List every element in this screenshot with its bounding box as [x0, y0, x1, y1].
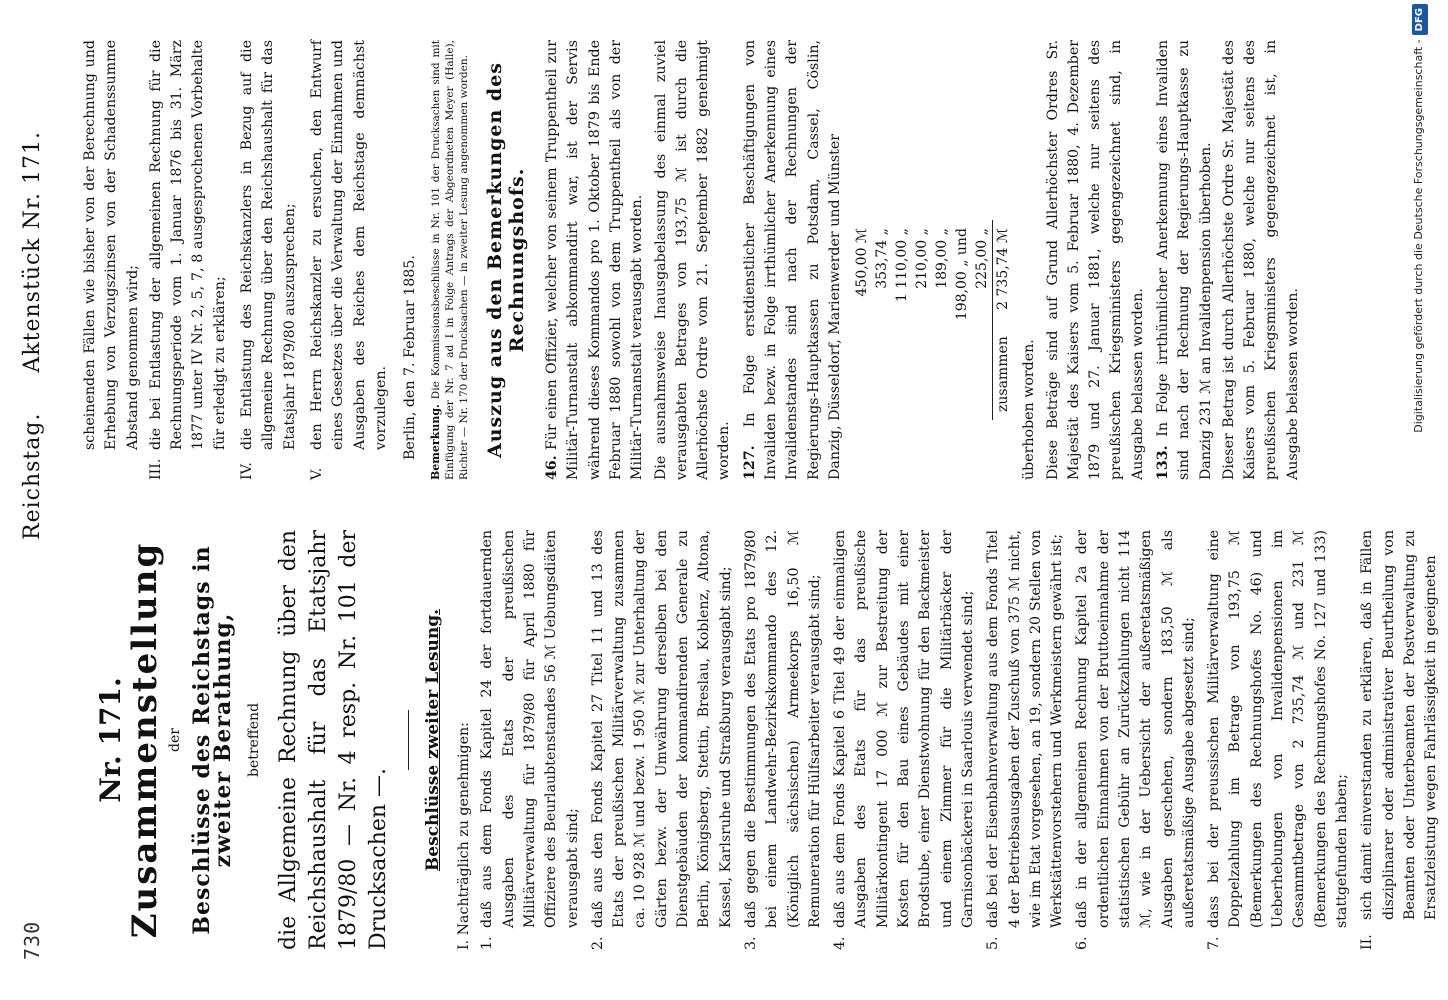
item-text: dass bei der preussischen Militärverwaltung eine Doppelzahlung im Betrage von 193,75 ℳ (Bemerkungen des Rechnungshofes No. 46) und Ueberhebungen von Invalidenpensionen im Gesammtbetrage von 2 735,74 ℳ und 231 ℳ (Bemerkungen des Rechnungshofes No. 127 und 133) stattgefunden haben; [1206, 530, 1350, 928]
amount-row [852, 220, 872, 420]
amount-row [892, 220, 912, 420]
bemerkung-label: Bemerkung. [429, 404, 443, 480]
resolution-item [477, 530, 583, 950]
resolution-item [1072, 530, 1200, 950]
resolution-item [983, 530, 1068, 950]
paragraph-number: 127. [741, 445, 758, 480]
item-text: sich damit einverstanden zu erklären, daß in Fällen disziplinarer oder administrativer Beurtheilung von Beamten oder Unterbeamten der Postverwaltung zu Ersatzleistung wegen Fahrlässigkeit in geeigneten [1359, 530, 1440, 920]
paragraph-number: 133. [1154, 445, 1171, 480]
amounts-table [852, 220, 1013, 420]
bemerkung-text: Die Kommissionsbeschlüsse in Nr. 101 der Drucksachen sind mit Einfügung der Nr. 7 ad I in Folge Antrags der Abgeordneten Meyer (Halle), Richter — Nr. 170 der Drucksachen — in zweiter Lesung angenommen worden. [430, 39, 471, 480]
paragraph-133-b: Dieser Betrag ist durch Allerhöchste Ordre Sr. Majestät des Kaisers vom 5. Februar 1880, welche nur seitens des preußischen Kriegsministers gegengezeichnet ist, in Ausgabe belassen worden. [1220, 40, 1301, 480]
paragraph-46 [542, 40, 648, 480]
dfg-logo: DFG [1412, 4, 1428, 35]
left-column [80, 530, 1448, 950]
running-header [20, 131, 45, 540]
divider [408, 710, 409, 770]
document-topic: die Allgemeine Rechnung über den Reichshaushalt für das Etatsjahr 1879/80 — Nr. 4 resp. Nr. 101 der Drucksachen —. [275, 530, 391, 950]
credit-line [1408, 4, 1430, 996]
item-number: III. [147, 458, 164, 480]
title-der: der [166, 728, 183, 752]
amount-value: 210,00 „ [914, 228, 931, 289]
amount-value: 189,00 „ [934, 228, 951, 289]
item-number: 1. [479, 936, 496, 950]
running-title: Reichstag. [20, 412, 45, 540]
item-text: daß aus dem Fonds Kapitel 6 Titel 49 der einmaligen Ausgaben des Etats für das preußische Militärkontingent 17 000 ℳ zur Bestreitung der Kosten für den Bau eines Gebäudes mit einer Brodstube, einer Dienstwohnung für den Backmeister und einem Zimmer für die Militärbäcker der Garnisonbäckerei in Saarlouis verwendet sind; [832, 530, 976, 928]
item-number: 3. [742, 936, 759, 950]
amount-row [952, 220, 972, 420]
title-betreffend: betreffend [246, 702, 263, 778]
paragraph-127 [740, 40, 846, 480]
item-text: die bei Entlastung der allgemeinen Rechnung für die Rechnungsperiode vom 1. Januar 1876 bis 31. März 1877 unter IV Nr. 2, 5, 7, 8 ausgesprochenen Vorbehalte für erledigt zu erklären; [147, 40, 228, 450]
auszug-heading: Auszug aus den Bemerkungen des Rechnungshofs. [484, 62, 528, 459]
resolution-intro: I. Nachträglich zu genehmigen: [456, 722, 473, 950]
item-text: die Entlastung des Reichskanzlers in Bezug auf die allgemeine Rechnung über den Reichshaushalt für das Etatsjahr 1879/80 auszusprechen; [239, 40, 298, 450]
resolution-item-III [146, 40, 231, 480]
resolution-item-IV [237, 40, 301, 480]
amount-row [872, 220, 892, 420]
item-number: IV. [239, 462, 256, 480]
continuation-text: scheinenden Fällen wie bisher von der Berechnung und Erhebung von Verzugszinsen von der Schadenssumme Abstand genommen wird; [82, 40, 141, 450]
item-number: V. [308, 467, 325, 480]
item-text: daß bei der Eisenbahnverwaltung aus dem Fonds Titel 4 der Betriebsausgaben der Zuschuß von 375 ℳ nicht, wie im Etat vorgesehen, an 19, sondern 20 Stellen von Werkstättenvorstehern und Werkmeistern gewährt ist; [985, 530, 1066, 928]
amount-value: 353,74 „ [874, 228, 891, 289]
total-value: 2 735,74 ℳ [993, 220, 1014, 328]
amount-value: 198,00 „ und [954, 228, 971, 321]
document-title: Zusammenstellung [125, 541, 166, 939]
page-number: 730 [20, 920, 44, 960]
page-header [20, 40, 60, 960]
resolution-item [588, 530, 737, 950]
paragraph-46-b: Die ausnahmsweise Inausgabelassung des einmal zuviel verausgabten Betrages von 193,75 ℳ ist durch die Allerhöchste Ordre vom 21. September 1882 genehmigt worden. [652, 40, 733, 480]
resolution-item [741, 530, 826, 950]
amount-row [972, 220, 993, 420]
resolution-item [830, 530, 979, 950]
item-number: 6. [1074, 936, 1091, 950]
item-text: daß aus den Fonds Kapitel 27 Titel 11 und 13 des Etats der preußischen Militärverwaltung zusammen ca. 10 928 ℳ und bezw. 1 950 ℳ zur Unterhaltung der Gärten bezw. der Umwährung derselben bei den Dienstgebäuden der kommandirenden Generale zu Berlin, Königsberg, Stettin, Breslau, Koblenz, Altona, Kassel, Karlsruhe und Straßburg verausgabt sind; [589, 530, 734, 928]
item-text: daß aus dem Fonds Kapitel 24 der fortdauernden Ausgaben des Etats der preußischen Militärverwaltung für 1879/80 für April 1880 für Offiziere des Beurlaubtenstandes 56 ℳ Uebungsdiäten verausgabt sind; [479, 530, 581, 928]
item-number: 4. [832, 936, 849, 950]
paragraph-number: 46. [544, 455, 561, 480]
paragraph-127-b: Diese Beträge sind auf Grund Allerhöchster Ordres Sr. Majestät des Kaisers vom 5. Februar 1880, 4. Dezember 1879 und 27. Januar 1881, welche nur seitens des preußischen Kriegsministers gegengezeichnet sind, in Ausgabe belassen worden. [1044, 40, 1146, 480]
item-text: daß in der allgemeinen Rechnung Kapitel 2a der ordentlichen Einnahmen von der Bruttoeinnahme der statistischen Gebühr an Zurückzahlungen nicht 114 ℳ, wie in der Uebersicht der außeretatsmäßigen Ausgaben geschehen, sondern 183,50 ℳ als außeretatsmäßige Ausgabe abgesetzt sind; [1074, 530, 1197, 928]
total-label: zusammen [993, 328, 1014, 420]
document-subtitle: Beschlüsse des Reichstags in zweiter Berathung, [188, 545, 237, 935]
item-number: 2. [589, 936, 606, 950]
paragraph-133 [1153, 40, 1217, 480]
paragraph-text: In Folge erstdienstlicher Beschäftigungen von Invaliden bezw. in Folge irrthümlicher Anerkennung eines Invalidenstandes sind nach der Rechnungen der Regierungs-Hauptkassen zu Potsdam, Cassel, Cöslin, Danzig, Düsseldorf, Marienwerder und Münster [741, 39, 843, 480]
amount-row [932, 220, 952, 420]
document-number: Nr. 171. [94, 677, 127, 803]
amount-value: 225,00 „ [974, 228, 991, 289]
item-number: II. [1359, 934, 1376, 950]
item-text: den Herrn Reichskanzler zu ersuchen, den Entwurf eines Gesetzes über die Verwaltung der Einnahmen und Ausgaben des Reiches dem Reichstage demnächst vorzulegen. [308, 40, 389, 450]
resolution-item-V [307, 40, 392, 480]
date-line: Berlin, den 7. Februar 1885. [402, 255, 419, 460]
bemerkung [429, 40, 471, 480]
paragraph-text: In Folge irrthümlicher Anerkennung eines Invaliden sind nach der Rechnung der Regierungs-Hauptkasse zu Danzig 231 ℳ an Invalidenpension überhoben. [1154, 40, 1214, 480]
total-row [993, 220, 1014, 420]
item-text: daß gegen die Bestimmungen des Etats pro 1879/80 bei einem Landwehr-Bezirkskommando des 12. (Königlich sächsischen) Armeekorps 16,50 ℳ Remuneration für Hülfsarbeiter verausgabt sind; [742, 530, 823, 928]
paragraph-text: Für einen Offizier, welcher von seinem Truppentheil zur Militär-Turnanstalt abkommandirt war, ist der Servis während dieses Kommandos pro 1. Oktober 1879 bis Ende Februar 1880 sowohl von dem Truppentheil als von der Militär-Turnanstalt verausgabt worden. [544, 39, 646, 480]
document-label: Aktenstück Nr. 171. [20, 131, 45, 373]
credit-text: Digitalisierung gefördert durch die Deutsche Forschungsgemeinschaft - [1412, 39, 1425, 433]
amount-value: 1 110,00 „ [894, 228, 911, 303]
right-column [80, 40, 1306, 480]
after-total: überhoben worden. [1021, 339, 1038, 480]
item-number: 5. [985, 936, 1002, 950]
section-heading: Beschlüsse zweiter Lesung. [422, 608, 443, 872]
item-number: 7. [1206, 936, 1223, 950]
amount-row [912, 220, 932, 420]
resolution-item [1204, 530, 1353, 950]
amount-value: 450,00 ℳ [854, 228, 871, 297]
digitization-credit [1408, 4, 1430, 996]
